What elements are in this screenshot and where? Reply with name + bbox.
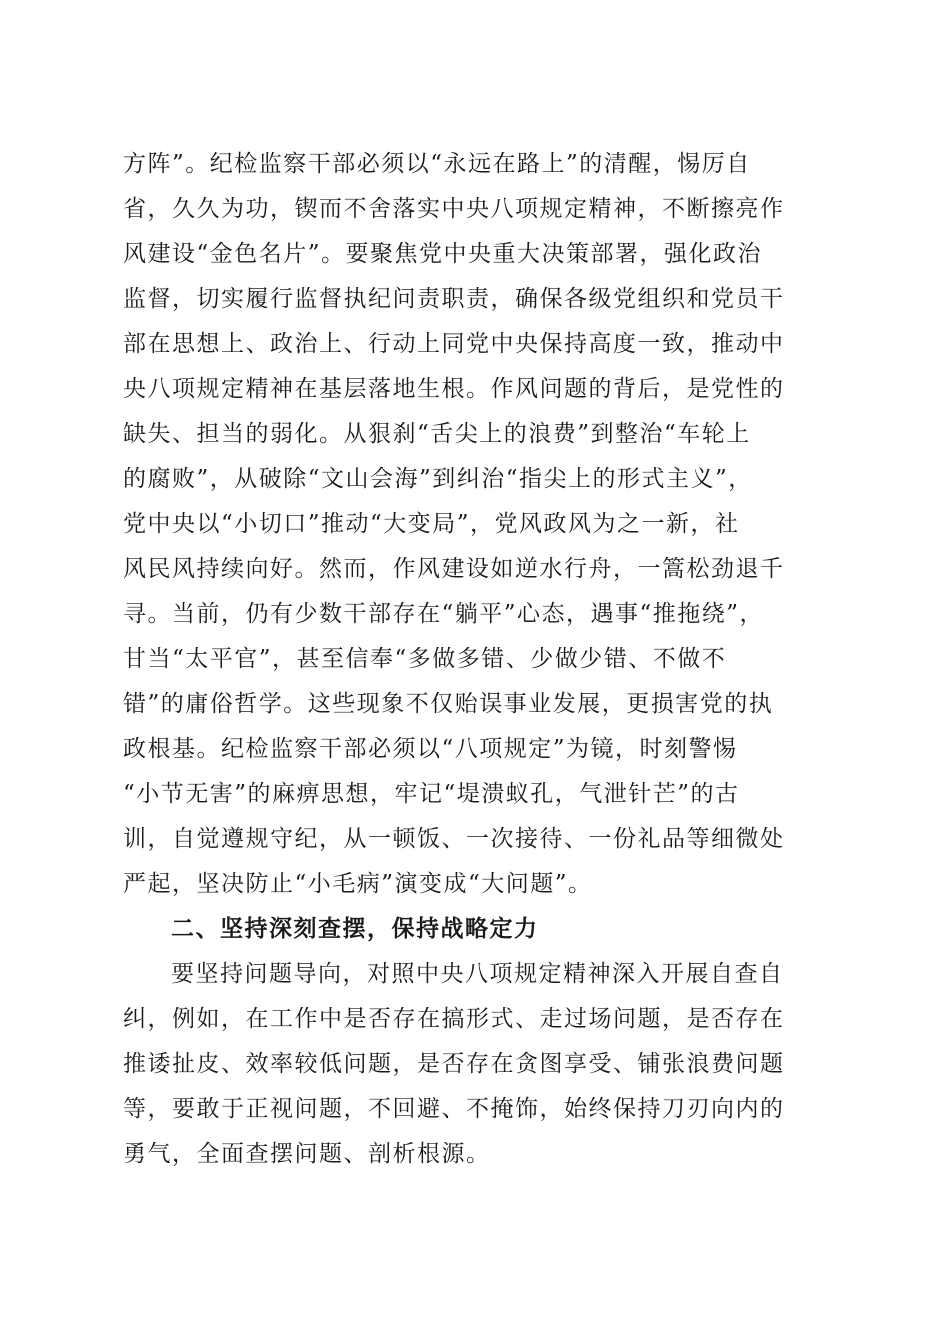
text-line: “小节无害”的麻痹思想，牢记“堤溃蚁孔，气泄针芒”的古 [123,781,740,807]
paragraph-2 [123,952,833,1177]
text-line: 政根基。纪检监察干部必须以“八项规定”为镜，时刻警惕 [123,736,738,762]
text-line: 严起，坚决防止“小毛病”演变成“大问题”。 [123,871,593,897]
text-line: 要坚持问题导向，对照中央八项规定精神深入开展自查自 [171,961,784,987]
section-heading: 二、坚持深刻查摆，保持战略定力 [171,916,539,942]
text-line: 央八项规定精神在基层落地生根。作风问题的背后，是党性的 [123,376,785,402]
text-line: 监督，切实履行监督执纪问责职责，确保各级党组织和党员干 [123,286,785,312]
document-body [123,142,833,1177]
text-line: 寻。当前，仍有少数干部存在“躺平”心态，遇事“推拖绕”， [123,601,765,627]
text-line: 方阵”。纪检监察干部必须以“永远在路上”的清醒，惕厉自 [123,151,751,177]
text-line: 勇气，全面查摆问题、剖析根源。 [123,1141,491,1167]
text-line: 训，自觉遵规守纪，从一顿饭、一次接待、一份礼品等细微处 [123,826,785,852]
text-line: 等，要敢于正视问题，不回避、不掩饰，始终保持刀刃向内的 [123,1096,785,1122]
text-line: 纠，例如，在工作中是否存在搞形式、走过场问题，是否存在 [123,1006,785,1032]
text-line: 缺失、担当的弱化。从狠刹“舌尖上的浪费”到整治“车轮上 [123,421,751,447]
text-line: 的腐败”，从破除“文山会海”到纠治“指尖上的形式主义”， [123,466,753,492]
paragraph-1 [123,142,833,907]
text-line: 部在思想上、政治上、行动上同党中央保持高度一致，推动中 [123,331,785,357]
text-line: 推诿扯皮、效率较低问题，是否存在贪图享受、铺张浪费问题 [123,1051,785,1077]
text-line: 党中央以“小切口”推动“大变局”，党风政风为之一新，社 [123,511,740,537]
text-line: 甘当“太平官”，甚至信奉“多做多错、少做少错、不做不 [123,646,727,672]
text-line: 省，久久为功，锲而不舍落实中央八项规定精神，不断擦亮作 [123,196,785,222]
text-line: 风民风持续向好。然而，作风建设如逆水行舟，一篙松劲退千 [123,556,785,582]
text-line: 风建设“金色名片”。要聚焦党中央重大决策部署，强化政治 [123,241,763,267]
text-line: 错”的庸俗哲学。这些现象不仅贻误事业发展，更损害党的执 [123,691,774,717]
